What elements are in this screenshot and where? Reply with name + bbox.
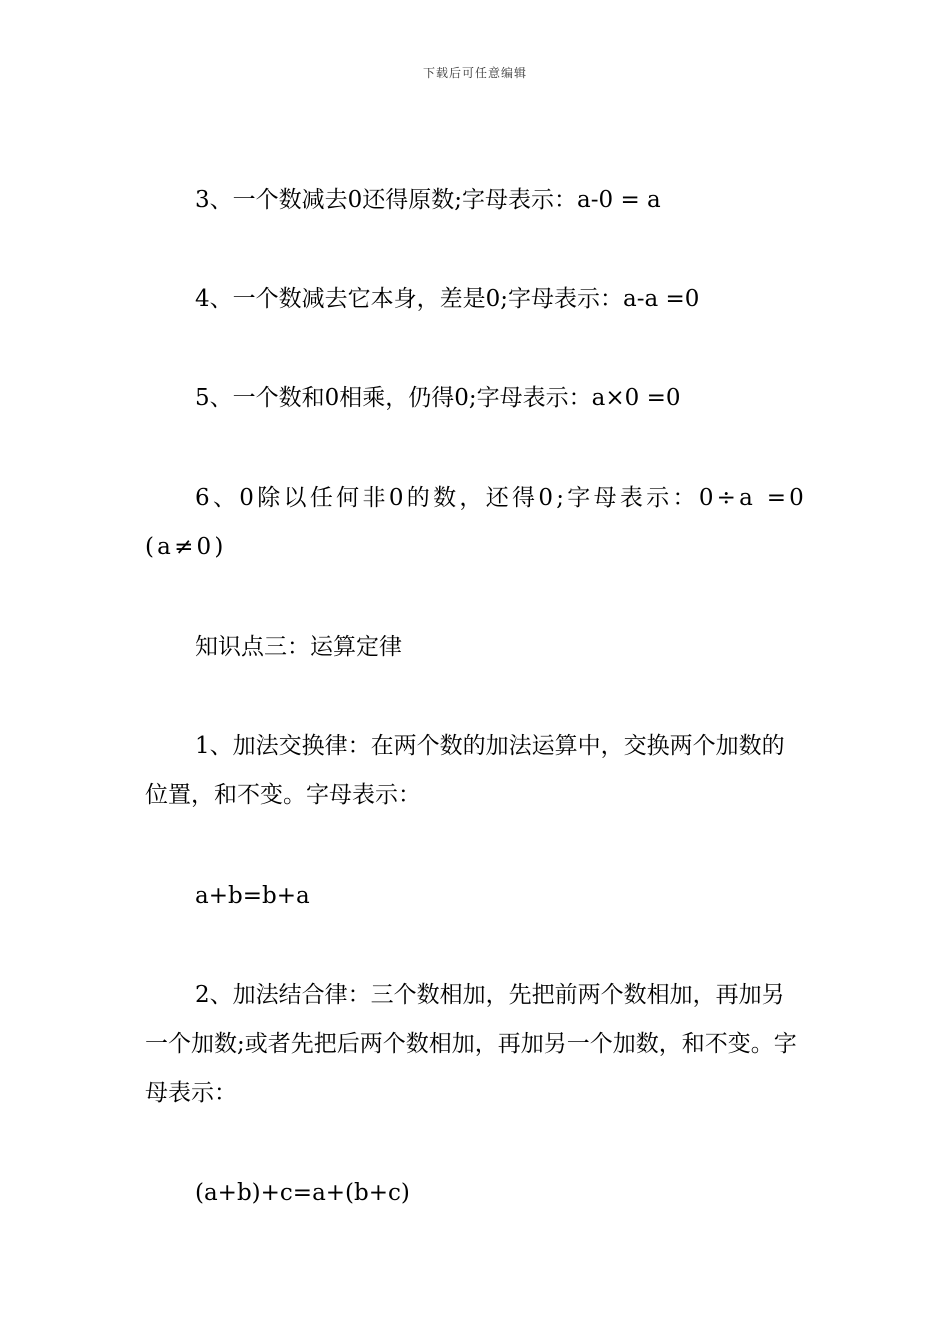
rule-6-paragraph: 6、0除以任何非0的数，还得0;字母表示：0÷a =0(a≠0) — [145, 485, 807, 560]
page-header: 下载后可任意编辑 — [422, 66, 527, 80]
law-2-formula: (a+b)+c=a+(b+c) — [195, 1180, 410, 1206]
law-2-paragraph: 2、加法结合律：三个数相加，先把前两个数相加，再加另一个加数;或者先把后两个数相加，再加另一个加数，和不变。字母表示： — [145, 982, 797, 1106]
rule-3-paragraph: 3、一个数减去0还得原数;字母表示：a-0 = a — [195, 187, 661, 213]
law-1-paragraph: 1、加法交换律：在两个数的加法运算中，交换两个加数的位置，和不变。字母表示： — [145, 733, 785, 808]
rule-5-paragraph: 5、一个数和0相乘，仍得0;字母表示：a×0 =0 — [195, 385, 681, 411]
section-title: 知识点三：运算定律 — [195, 634, 402, 660]
law-1-formula: a+b=b+a — [195, 883, 310, 909]
rule-4-paragraph: 4、一个数减去它本身，差是0;字母表示：a-a =0 — [195, 286, 700, 312]
